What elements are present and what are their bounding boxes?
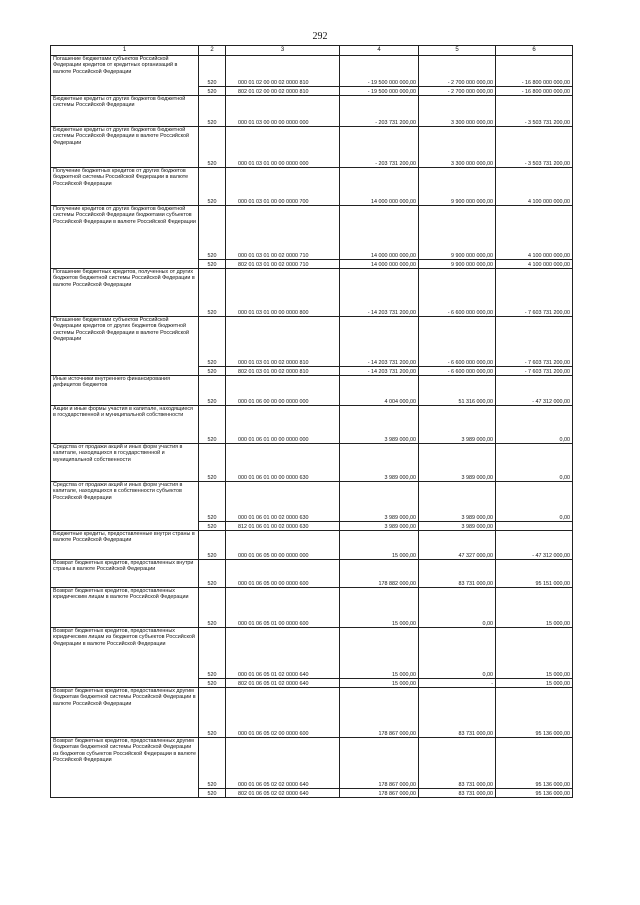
admin-code-cell: 520 [199, 482, 226, 522]
amount-cell: 3 989 000,00 [340, 406, 419, 444]
table-row [51, 482, 573, 522]
budget-code-cell: 802 01 03 01 00 02 0000 810 [226, 367, 340, 376]
row-description-text: Средства от продажи акций и иных форм участия в капитале, находящихся в собственности субъектов Российской Федерации [53, 482, 183, 501]
row-description-text: Акции и иные формы участия в капитале, находящиеся в государственной и муниципальной собственности [53, 406, 193, 419]
budget-code-cell: 000 01 03 01 00 00 0000 700 [226, 168, 340, 206]
amount-cell: 3 989 000,00 [340, 482, 419, 522]
amount-cell: - 19 500 000 000,00 [340, 87, 419, 96]
amount-cell: - 6 600 000 000,00 [419, 367, 496, 376]
budget-code-cell: 000 01 06 05 00 00 0000 000 [226, 531, 340, 560]
amount-cell: 3 989 000,00 [419, 406, 496, 444]
amount-cell: - 16 800 000 000,00 [496, 87, 573, 96]
row-description [51, 269, 199, 317]
row-description-text: Погашение бюджетами субъектов Российской Федерации кредитов от других бюджетов бюджетной системы Российской Федерации в валюте Российской Федерации [53, 317, 190, 343]
row-description [51, 168, 199, 206]
amount-cell: - 7 603 731 200,00 [496, 317, 573, 367]
row-description [51, 738, 199, 798]
admin-code-cell: 520 [199, 96, 226, 127]
row-description-text: Возврат бюджетных кредитов, предоставленных юридическим лицам из бюджетов субъектов Российской Федерации в валюте Российской Федерации [53, 628, 195, 647]
admin-code-cell: 520 [199, 269, 226, 317]
budget-code-cell: 000 01 06 01 00 00 0000 630 [226, 444, 340, 482]
amount-cell: - 47 312 000,00 [496, 376, 573, 406]
budget-code-cell: 000 01 06 05 02 00 0000 600 [226, 688, 340, 738]
column-header: 6 [496, 46, 573, 56]
amount-cell: - 14 203 731 200,00 [340, 367, 419, 376]
admin-code-cell: 520 [199, 679, 226, 688]
row-description-text: Погашение бюджетных кредитов, полученных от других бюджетов бюджетной системы Российской Федерации в валюте Российской Федерации [53, 269, 195, 288]
row-description-text: Получение бюджетных кредитов от других бюджетов бюджетной системы Российской Федерации в валюте Российской Федерации [53, 168, 189, 187]
amount-cell: 3 989 000,00 [340, 444, 419, 482]
column-header: 4 [340, 46, 419, 56]
budget-code-cell: 000 01 03 00 00 00 0000 000 [226, 96, 340, 127]
amount-cell: 14 000 000 000,00 [340, 260, 419, 269]
budget-code-cell: 000 01 06 05 02 02 0000 640 [226, 738, 340, 789]
admin-code-cell: 520 [199, 127, 226, 168]
amount-cell: - 203 731 200,00 [340, 127, 419, 168]
row-description-text: Погашение бюджетами субъектов Российской Федерации кредитов от кредитных организаций в валюте Российской Федерации [53, 56, 178, 75]
amount-cell: 95 151 000,00 [496, 560, 573, 588]
row-description [51, 96, 199, 127]
amount-cell: 0,00 [419, 588, 496, 628]
amount-cell: - 14 203 731 200,00 [340, 269, 419, 317]
amount-cell: - 2 700 000 000,00 [419, 87, 496, 96]
table-row [51, 588, 573, 628]
admin-code-cell: 520 [199, 522, 226, 531]
admin-code-cell: 520 [199, 367, 226, 376]
row-description-text: Бюджетные кредиты, предоставленные внутри страны в валюте Российской Федерации [53, 531, 195, 544]
row-description [51, 588, 199, 628]
amount-cell: 83 731 000,00 [419, 560, 496, 588]
amount-cell: 15 000,00 [496, 588, 573, 628]
table-row [51, 56, 573, 87]
amount-cell: 9 900 000 000,00 [419, 168, 496, 206]
amount-cell: 0,00 [496, 444, 573, 482]
amount-cell: - 2 700 000 000,00 [419, 56, 496, 87]
amount-cell: 9 900 000 000,00 [419, 260, 496, 269]
amount-cell: 0,00 [419, 628, 496, 679]
row-description [51, 56, 199, 96]
amount-cell: 14 000 000 000,00 [340, 206, 419, 260]
row-description-text: Возврат бюджетных кредитов, предоставленных другим бюджетам бюджетной системы Российской Федерации из бюджетов субъектов Российской Федерации в валюте Российской Федерации [53, 738, 196, 764]
row-description [51, 531, 199, 560]
amount-cell: 15 000,00 [496, 679, 573, 688]
amount-cell: 4 004 000,00 [340, 376, 419, 406]
admin-code-cell: 520 [199, 688, 226, 738]
amount-cell: - 7 603 731 200,00 [496, 269, 573, 317]
budget-code-cell: 000 01 06 05 01 02 0000 640 [226, 628, 340, 679]
amount-cell: 3 989 000,00 [340, 522, 419, 531]
amount-cell: 51 316 000,00 [419, 376, 496, 406]
amount-cell: 47 327 000,00 [419, 531, 496, 560]
amount-cell: 15 000,00 [340, 679, 419, 688]
budget-sources-table [50, 45, 573, 798]
row-description [51, 127, 199, 168]
admin-code-cell: 520 [199, 317, 226, 367]
column-header: 1 [51, 46, 199, 56]
amount-cell: 95 136 000,00 [496, 789, 573, 798]
amount-cell: 178 867 000,00 [340, 738, 419, 789]
budget-code-cell: 000 01 03 01 00 00 0000 000 [226, 127, 340, 168]
amount-cell: 15 000,00 [340, 531, 419, 560]
amount-cell: - 3 503 731 200,00 [496, 127, 573, 168]
budget-code-cell: 000 01 06 00 00 00 0000 000 [226, 376, 340, 406]
amount-cell: - 3 503 731 200,00 [496, 96, 573, 127]
amount-cell: 178 867 000,00 [340, 789, 419, 798]
budget-code-cell: 000 01 06 01 00 00 0000 000 [226, 406, 340, 444]
amount-cell: 15 000,00 [340, 628, 419, 679]
amount-cell: - 47 312 000,00 [496, 531, 573, 560]
budget-code-cell: 812 01 06 01 00 02 0000 630 [226, 522, 340, 531]
amount-cell [496, 522, 573, 531]
admin-code-cell: 520 [199, 206, 226, 260]
row-description [51, 560, 199, 588]
table-row [51, 317, 573, 367]
row-description [51, 628, 199, 688]
amount-cell: - [419, 679, 496, 688]
amount-cell: 178 882 000,00 [340, 560, 419, 588]
table-row [51, 628, 573, 679]
budget-code-cell: 802 01 06 05 01 02 0000 640 [226, 679, 340, 688]
row-description-text: Иные источники внутреннего финансирования дефицитов бюджетов [53, 376, 170, 389]
row-description-text: Бюджетные кредиты от других бюджетов бюджетной системы Российской Федерации в валюте Российской Федерации [53, 127, 190, 146]
admin-code-cell: 520 [199, 87, 226, 96]
amount-cell: 83 731 000,00 [419, 738, 496, 789]
admin-code-cell: 520 [199, 738, 226, 789]
row-description [51, 317, 199, 376]
amount-cell: 4 100 000 000,00 [496, 206, 573, 260]
amount-cell: 178 867 000,00 [340, 688, 419, 738]
amount-cell: 83 731 000,00 [419, 789, 496, 798]
row-description [51, 444, 199, 482]
amount-cell: 9 900 000 000,00 [419, 206, 496, 260]
row-description-text: Возврат бюджетных кредитов, предоставленных юридическим лицам в валюте Российской Федерации [53, 588, 189, 601]
amount-cell: - 19 500 000 000,00 [340, 56, 419, 87]
table-row [51, 269, 573, 317]
admin-code-cell: 520 [199, 168, 226, 206]
amount-cell: 15 000,00 [340, 588, 419, 628]
amount-cell: 83 731 000,00 [419, 688, 496, 738]
admin-code-cell: 520 [199, 789, 226, 798]
budget-code-cell: 000 01 03 01 00 02 0000 710 [226, 206, 340, 260]
row-description [51, 376, 199, 406]
row-description [51, 688, 199, 738]
budget-code-cell: 000 01 06 05 00 00 0000 600 [226, 560, 340, 588]
budget-code-cell: 000 01 02 00 00 02 0000 810 [226, 56, 340, 87]
admin-code-cell: 520 [199, 376, 226, 406]
amount-cell: - 7 603 731 200,00 [496, 367, 573, 376]
amount-cell: - 16 800 000 000,00 [496, 56, 573, 87]
amount-cell: 95 136 000,00 [496, 688, 573, 738]
budget-code-cell: 000 01 06 01 00 02 0000 630 [226, 482, 340, 522]
row-description [51, 206, 199, 269]
column-header: 3 [226, 46, 340, 56]
budget-code-cell: 000 01 03 01 00 00 0000 800 [226, 269, 340, 317]
column-header: 5 [419, 46, 496, 56]
table-row [51, 688, 573, 738]
amount-cell: 95 136 000,00 [496, 738, 573, 789]
amount-cell: - 203 731 200,00 [340, 96, 419, 127]
table-row [51, 206, 573, 260]
table-row [51, 560, 573, 588]
budget-code-cell: 802 01 06 05 02 02 0000 640 [226, 789, 340, 798]
table-row [51, 127, 573, 168]
admin-code-cell: 520 [199, 560, 226, 588]
row-description-text: Бюджетные кредиты от других бюджетов бюджетной системы Российской Федерации [53, 96, 186, 109]
table-header-row [51, 46, 573, 56]
budget-code-cell: 000 01 06 05 01 00 0000 600 [226, 588, 340, 628]
budget-code-cell: 000 01 03 01 00 02 0000 810 [226, 317, 340, 367]
admin-code-cell: 520 [199, 56, 226, 87]
admin-code-cell: 520 [199, 406, 226, 444]
admin-code-cell: 520 [199, 444, 226, 482]
amount-cell: 4 100 000 000,00 [496, 168, 573, 206]
table-row [51, 738, 573, 789]
table-row [51, 376, 573, 406]
column-header: 2 [199, 46, 226, 56]
admin-code-cell: 520 [199, 588, 226, 628]
amount-cell: 3 989 000,00 [419, 482, 496, 522]
budget-code-cell: 802 01 03 01 00 02 0000 710 [226, 260, 340, 269]
amount-cell: 3 300 000 000,00 [419, 96, 496, 127]
admin-code-cell: 520 [199, 531, 226, 560]
amount-cell: 3 989 000,00 [419, 522, 496, 531]
amount-cell: 0,00 [496, 482, 573, 522]
row-description [51, 482, 199, 531]
row-description-text: Возврат бюджетных кредитов, предоставленных внутри страны в валюте Российской Федерации [53, 560, 194, 573]
amount-cell: 4 100 000 000,00 [496, 260, 573, 269]
row-description-text: Получение кредитов от других бюджетов бюджетной системы Российской Федерации бюджетами субъектов Российской Федерации в валюте Российской Федерации [53, 206, 196, 225]
table-row [51, 96, 573, 127]
table-row [51, 406, 573, 444]
admin-code-cell: 520 [199, 628, 226, 679]
amount-cell: 3 989 000,00 [419, 444, 496, 482]
amount-cell: 3 300 000 000,00 [419, 127, 496, 168]
amount-cell: 15 000,00 [496, 628, 573, 679]
row-description-text: Возврат бюджетных кредитов, предоставленных другим бюджетам бюджетной системы Российской Федерации в валюте Российской Федерации [53, 688, 196, 707]
table-row [51, 444, 573, 482]
table-row [51, 168, 573, 206]
amount-cell: - 6 600 000 000,00 [419, 269, 496, 317]
amount-cell: - 6 600 000 000,00 [419, 317, 496, 367]
amount-cell: 14 000 000 000,00 [340, 168, 419, 206]
row-description [51, 406, 199, 444]
amount-cell: - 14 203 731 200,00 [340, 317, 419, 367]
row-description-text: Средства от продажи акций и иных форм участия в капитале, находящихся в государственной и муниципальной собственности [53, 444, 183, 463]
table-row [51, 531, 573, 560]
budget-code-cell: 802 01 02 00 00 02 0000 810 [226, 87, 340, 96]
page-number: 292 [312, 31, 328, 42]
amount-cell: 0,00 [496, 406, 573, 444]
admin-code-cell: 520 [199, 260, 226, 269]
